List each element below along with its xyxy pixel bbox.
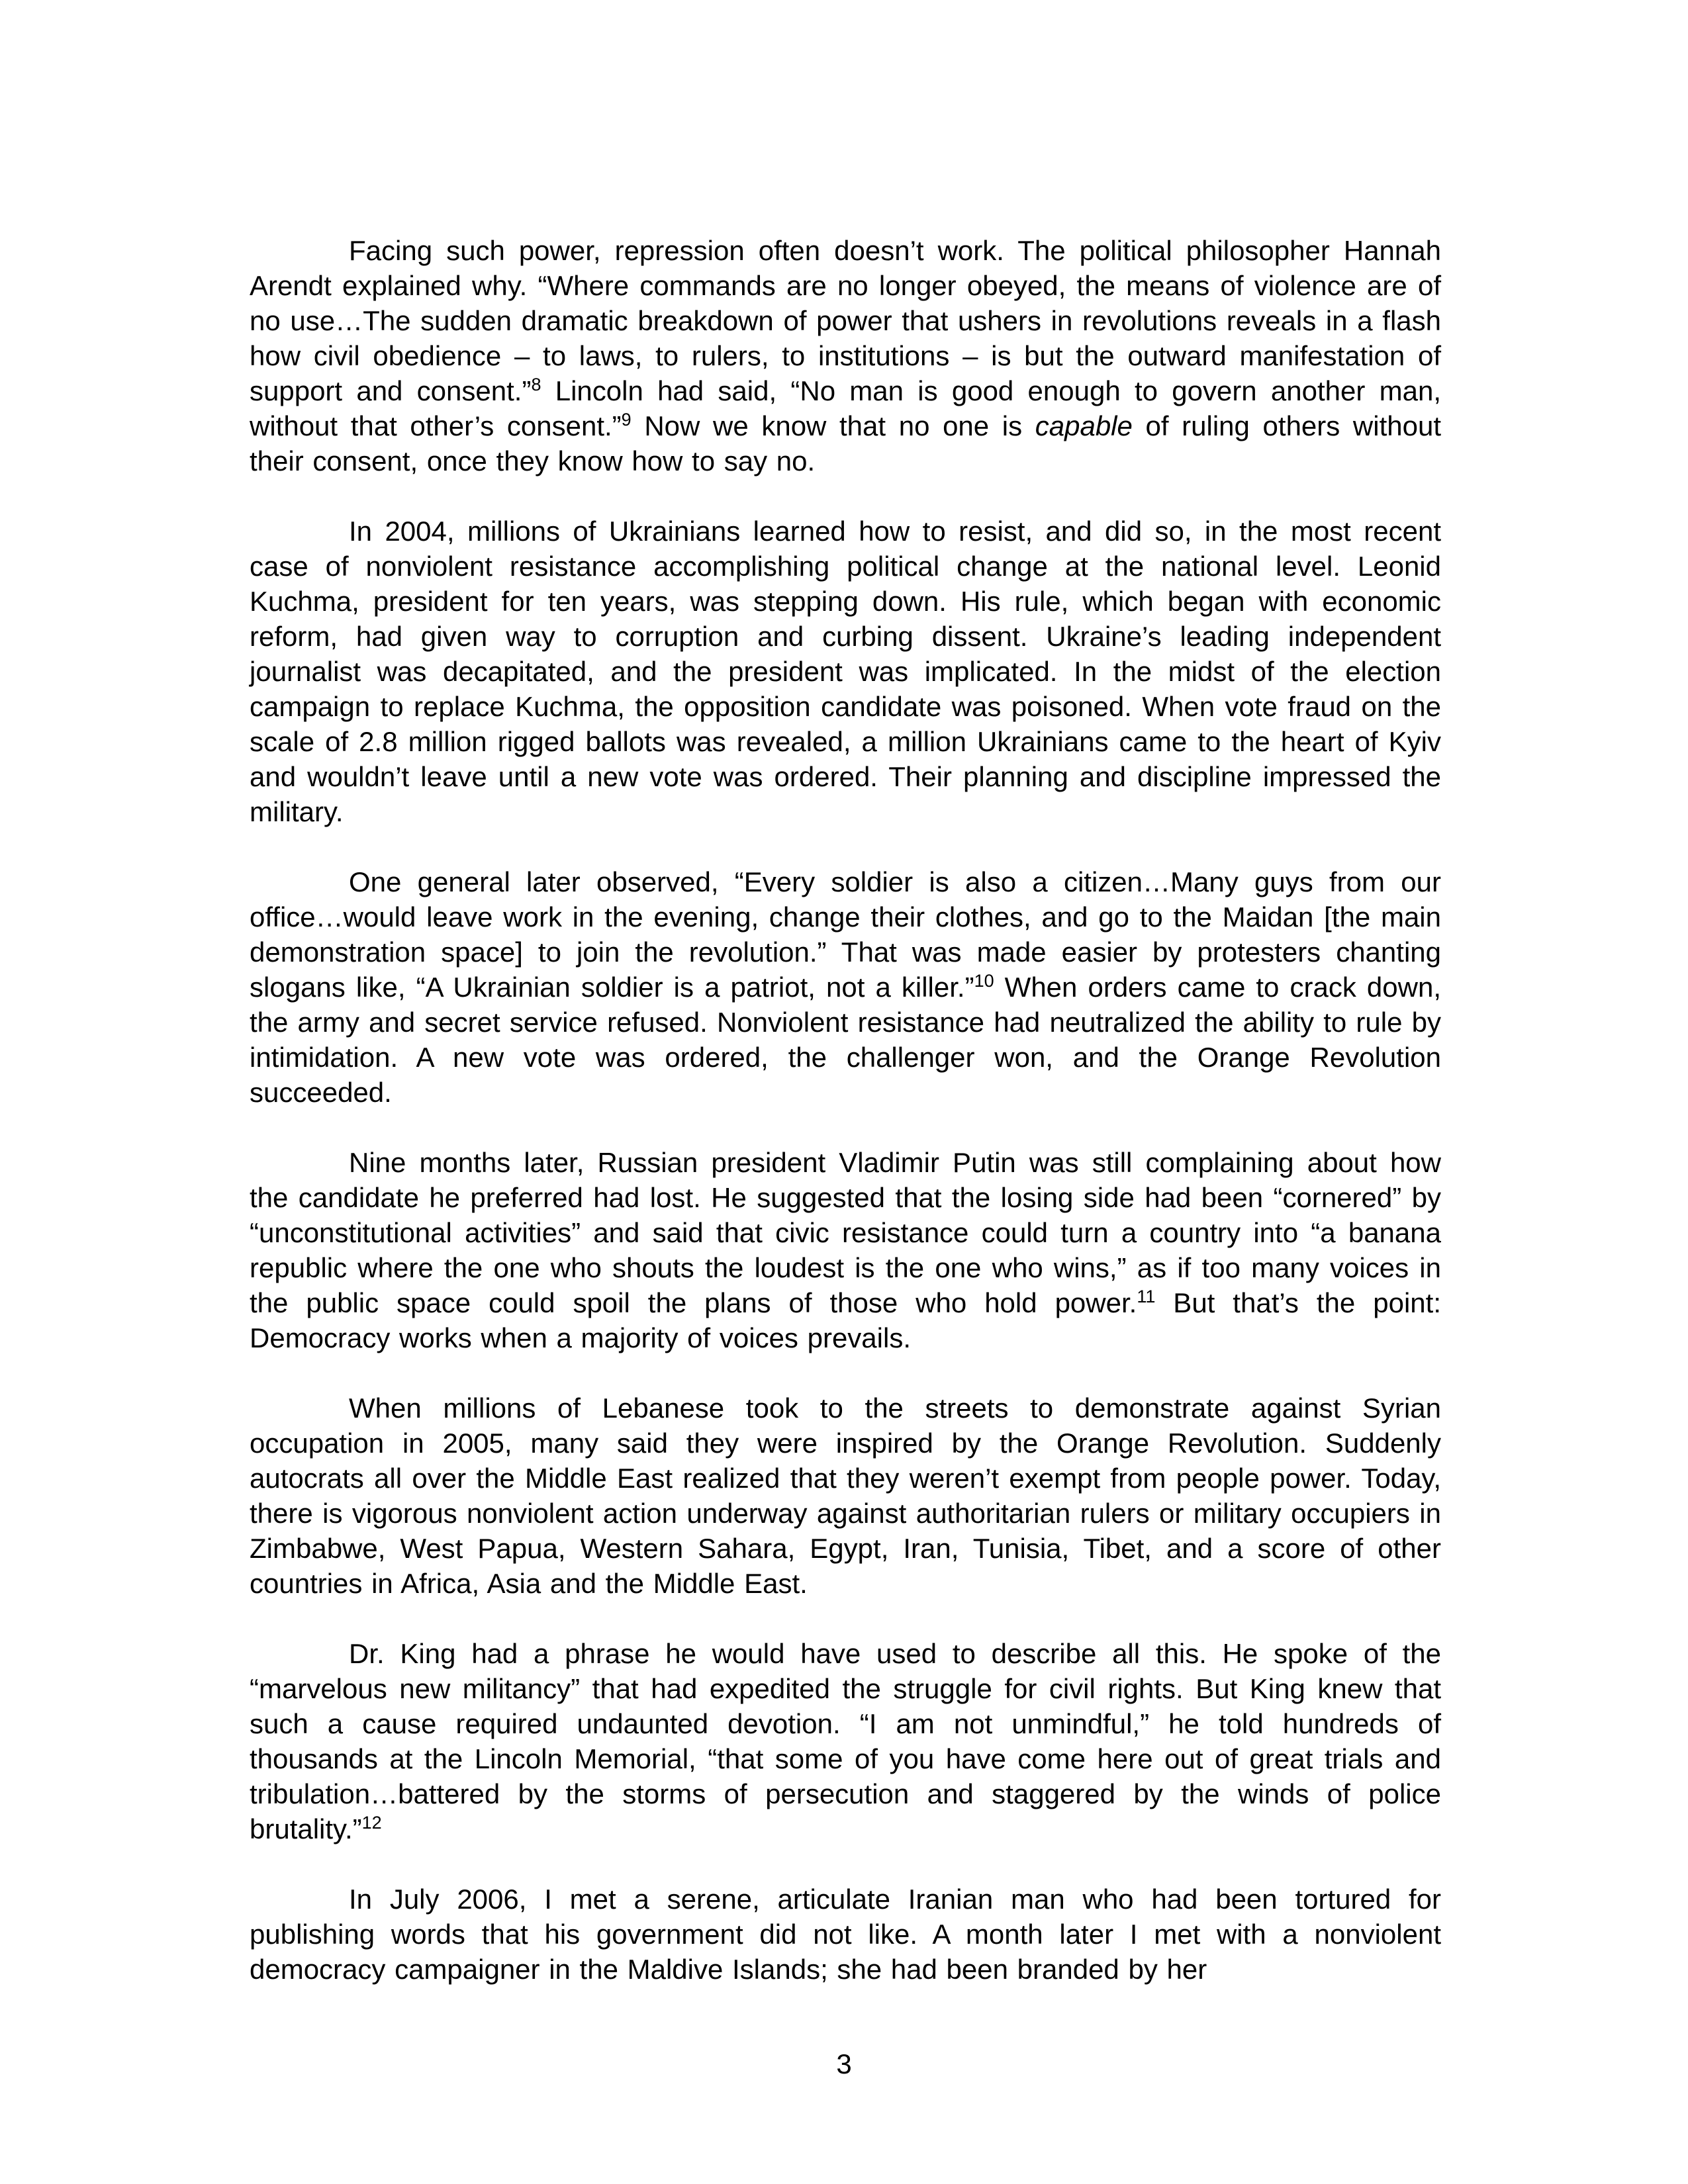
footnote-reference: 8: [531, 375, 541, 394]
paragraph: [250, 233, 1441, 478]
text-run: When orders came to crack down, the army and secret service refused. Nonviolent resistance had neutralized the ability to rule by intimidation. A new vote was ordered, the challenger won, and the Orange Revolution succeeded.: [250, 972, 1441, 1108]
text-run: In July 2006, I met a serene, articulate Iranian man who had been tortured for publishing words that his government did not like. A month later I met with a nonviolent democracy campaigner in the Maldive Islands; she had been branded by her: [250, 1884, 1441, 1985]
text-run: When millions of Lebanese took to the streets to demonstrate against Syrian occupation in 2005, many said they were inspired by the Orange Revolution. Suddenly autocrats all over the Middle East realized that they weren’t exempt from people power. Today, there is vigorous nonviolent action underway against authoritarian rulers or military occupiers in Zimbabwe, West Papua, Western Sahara, Egypt, Iran, Tunisia, Tibet, and a score of other countries in Africa, Asia and the Middle East.: [250, 1392, 1441, 1599]
paragraph: [250, 514, 1441, 829]
paragraph: [250, 1145, 1441, 1355]
paragraph: [250, 1390, 1441, 1601]
footnote-reference: 12: [361, 1813, 382, 1833]
paragraph: [250, 864, 1441, 1110]
text-run: Nine months later, Russian president Vladimir Putin was still complaining about how the candidate he preferred had lost. He suggested that the losing side had been “cornered” by “unconstitutional activities” and said that civic resistance could turn a country into “a banana republic where the one who shouts the loudest is the one who wins,” as if too many voices in the public space could spoil the plans of those who hold power.: [250, 1147, 1441, 1318]
footnote-reference: 11: [1137, 1287, 1156, 1306]
text-run: Dr. King had a phrase he would have used to describe all this. He spoke of the “marvelous new militancy” that had expedited the struggle for civil rights. But King knew that such a cause required undaunted devotion. “I am not unmindful,” he told hundreds of thousands at the Lincoln Memorial, “that some of you have come here out of great trials and tribulation…battered by the storms of persecution and staggered by the winds of police brutality.”: [250, 1638, 1441, 1844]
text-run: Now we know that no one is: [631, 410, 1035, 441]
footnote-reference: 10: [974, 971, 994, 991]
text-run: Facing such power, repression often doesn’t work. The political philosopher Hannah Arendt explained why. “Where commands are no longer obeyed, the means of violence are of no use…The sudden dramatic breakdown of power that ushers in revolutions reveals in a flash how civil obedience – to laws, to rulers, to institutions – is but the outward manifestation of support and consent.”: [250, 235, 1441, 406]
text-run: of ruling others without their consent, once they know how to say no.: [250, 410, 1441, 477]
text-run: In 2004, millions of Ukrainians learned how to resist, and did so, in the most recent case of nonviolent resistance accomplishing political change at the national level. Leonid Kuchma, president for ten years, was stepping down. His rule, which began with economic reform, had given way to corruption and curbing dissent. Ukraine’s leading independent journalist was decapitated, and the president was implicated. In the midst of the election campaign to replace Kuchma, the opposition candidate was poisoned. When vote fraud on the scale of 2.8 million rigged ballots was revealed, a million Ukrainians came to the heart of Kyiv and wouldn’t leave until a new vote was ordered. Their planning and discipline impressed the military.: [250, 516, 1441, 827]
text-run: Lincoln had said, “No man is good enough to govern another man, without that other’s consent.”: [250, 375, 1441, 441]
page-number: 3: [836, 2048, 852, 2079]
text-run: One general later observed, “Every soldier is also a citizen…Many guys from our office…would leave work in the evening, change their clothes, and go to the Maidan [the main demonstration space] to join the revolution.” That was made easier by protesters chanting slogans like, “A Ukrainian soldier is a patriot, not a killer.”: [250, 866, 1441, 1003]
paragraph: [250, 1636, 1441, 1846]
paragraph: [250, 1882, 1441, 1987]
footnote-reference: 9: [621, 410, 632, 430]
text-run: But that’s the point: Democracy works when a majority of voices prevails.: [250, 1287, 1441, 1353]
italic-text: capable: [1035, 410, 1133, 441]
document-body: [250, 233, 1441, 2022]
